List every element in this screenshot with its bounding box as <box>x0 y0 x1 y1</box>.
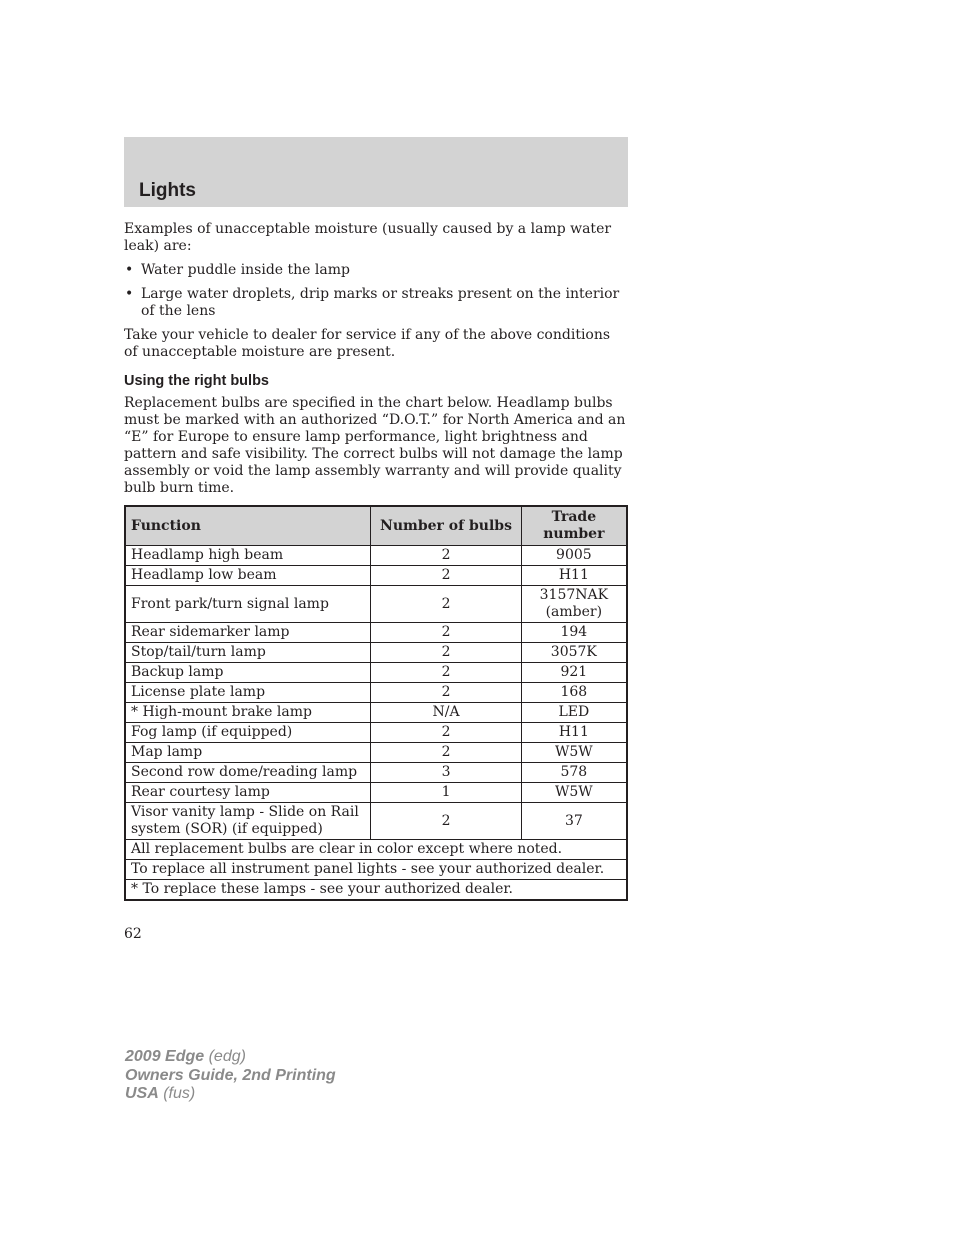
table-row: * High-mount brake lamp N/A LED <box>125 703 627 723</box>
table-row: Rear sidemarker lamp 2 194 <box>125 623 627 643</box>
column-header-trade: Trade number <box>521 506 627 546</box>
table-row: Second row dome/reading lamp 3 578 <box>125 763 627 783</box>
table-row: Front park/turn signal lamp 2 3157NAK (amber) <box>125 586 627 623</box>
moisture-bullet-list <box>124 262 628 320</box>
footer-line-model: 2009 Edge (edg) <box>125 1048 246 1065</box>
column-header-number: Number of bulbs <box>371 506 521 546</box>
table-row: License plate lamp 2 168 <box>125 683 627 703</box>
section-header-band <box>124 137 628 207</box>
section-body: Replacement bulbs are specified in the chart below. Headlamp bulbs must be marked with an authorized “D.O.T.” for North America and an “E” for Europe to ensure lamp performance, light brightness and pattern and safe visibility. The correct bulbs will not damage the lamp assembly or void the lamp assembly warranty and will provide quality bulb burn time. <box>124 395 626 496</box>
footer-line-market: USA (fus) <box>125 1085 196 1102</box>
table-row: Backup lamp 2 921 <box>125 663 627 683</box>
table-header-row <box>125 506 627 546</box>
list-item: • Large water droplets, drip marks or streaks present on the interior of the lens <box>125 286 620 319</box>
table-row: Headlamp high beam 2 9005 <box>125 546 627 566</box>
table-row: Stop/tail/turn lamp 2 3057K <box>125 643 627 663</box>
bullet-icon: • <box>125 262 134 278</box>
table-note-row: * To replace these lamps - see your authorized dealer. <box>125 880 627 901</box>
document-footer <box>125 1048 336 1104</box>
table-row: Visor vanity lamp - Slide on Rail system (SOR) (if equipped) 2 37 <box>125 803 627 840</box>
table-note-row: All replacement bulbs are clear in color except where noted. <box>125 840 627 860</box>
footer-line-edition: Owners Guide, 2nd Printing <box>125 1066 336 1084</box>
table-row: Headlamp low beam 2 H11 <box>125 566 627 586</box>
column-header-function: Function <box>125 506 371 546</box>
table-row: Fog lamp (if equipped) 2 H11 <box>125 723 627 743</box>
main-content <box>124 221 628 901</box>
table-note-row: To replace all instrument panel lights - see your authorized dealer. <box>125 860 627 880</box>
section-heading: Using the right bulbs <box>124 373 269 389</box>
bulb-table <box>124 505 628 901</box>
table-row: Rear courtesy lamp 1 W5W <box>125 783 627 803</box>
intro-paragraph: Examples of unacceptable moisture (usually caused by a lamp water leak) are: <box>124 221 612 254</box>
page-number: 62 <box>124 926 142 942</box>
page-title: Lights <box>139 180 196 201</box>
closing-paragraph: Take your vehicle to dealer for service if any of the above conditions of unacceptable moisture are present. <box>124 327 611 360</box>
table-row: Map lamp 2 W5W <box>125 743 627 763</box>
list-item: • Water puddle inside the lamp <box>125 262 350 278</box>
bullet-icon: • <box>125 286 134 302</box>
